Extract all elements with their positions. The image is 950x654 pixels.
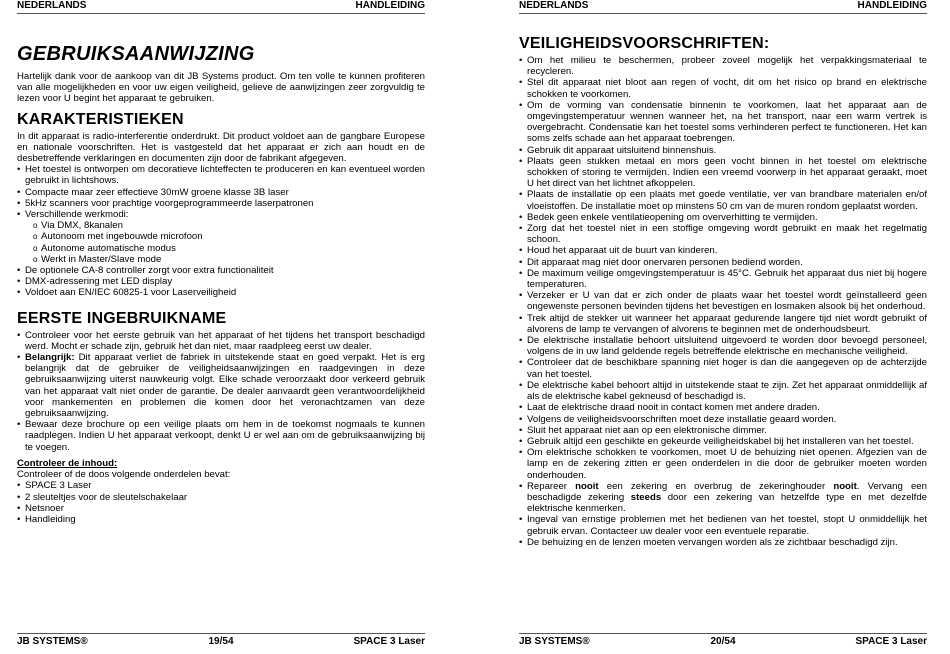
- first-use-list: [17, 330, 425, 453]
- list-item: • Sluit het apparaat niet aan op een elektronische dimmer.: [519, 425, 927, 436]
- features-intro: In dit apparaat is radio-interferentie onderdrukt. Dit product voldoet aan de gangbare Europese en nationale voorschriften. Het is vastgesteld dat het apparaat er zich aan houdt en de desbetreffende verklaringen en documenten zijn door de fabrikant afgegeven.: [17, 130, 425, 165]
- important-text: Dit apparaat verliet de fabriek in uitstekende staat en goed verpakt. Het is erg belangrijk dat de gebruiker de veiligheidsaanwijzingen en raadgevingen in deze gebruiksaanwijzing uiterst nauwkeurig volgt. Elke schade veroorzaakt door verkeerd gebruik van het apparaat valt niet onder de garantie. De dealer aanvaardt geen verantwoordelijkheid voor mankementen en problemen die komen door het veronachtzamen van deze gebruiksaanwijzing.: [25, 352, 425, 420]
- fuse-emphasis: steeds: [630, 491, 662, 503]
- mode-item: o Via DMX, 8kanalen: [17, 220, 425, 231]
- footer-product: SPACE 3 Laser: [353, 636, 425, 647]
- list-item: • De optionele CA-8 controller zorgt voor extra functionaliteit: [17, 265, 425, 276]
- list-item: • De maximum veilige omgevingstemperatuur is 45°C. Gebruik het apparaat dus niet bij hogere temperaturen.: [519, 268, 927, 290]
- list-item: • Handleiding: [17, 514, 425, 525]
- page-footer: [519, 633, 927, 648]
- list-item: • Verschillende werkmodi:: [17, 209, 425, 220]
- list-item: • 5kHz scanners voor prachtige voorgeprogrammeerde laserpatronen: [17, 198, 425, 209]
- header-section: HANDLEIDING: [857, 0, 927, 11]
- fuse-text: een zekering en overbrug de zekeringhouder: [598, 480, 834, 492]
- list-item: • Volgens de veiligheidsvoorschriften moet deze installatie geaard worden.: [519, 414, 927, 425]
- page-footer: [17, 633, 425, 648]
- list-item: • Houd het apparaat uit de buurt van kinderen.: [519, 245, 927, 256]
- list-item: • Voldoet aan EN/IEC 60825-1 voor Laserveiligheid: [17, 287, 425, 298]
- first-use-heading: EERSTE INGEBRUIKNAME: [17, 309, 227, 327]
- list-item: • Ingeval van ernstige problemen met het bedienen van het toestel, stopt U onmiddellijk het gebruik ervan. Contacteer uw dealer voor een eventuele reparatie.: [519, 514, 927, 536]
- page-body: [17, 42, 425, 525]
- list-item: • Om elektrische schokken te voorkomen, moet U de behuizing niet openen. Afgezien van de lamp en de zekering zitten er geen onderdelen in die door de gebruiker moeten worden onderhouden.: [519, 447, 927, 481]
- page-title: GEBRUIKSAANWIJZING: [17, 43, 255, 65]
- list-item: • Stel dit apparaat niet bloot aan regen of vocht, dit om het risico op brand en elektrische schokken te voorkomen.: [519, 77, 927, 99]
- safety-list: [519, 55, 927, 481]
- list-item: • DMX-adressering met LED display: [17, 276, 425, 287]
- list-item: • Plaats de installatie op een plaats met goede ventilatie, ver van brandbare materialen en/of vloeistoffen. De installatie moet op minstens 50 cm van de muren rondom geplaatst worden.: [519, 189, 927, 211]
- list-item: • Netsnoer: [17, 503, 425, 514]
- list-item: [17, 352, 425, 419]
- list-item: • Zorg dat het toestel niet in een stoffige omgeving wordt gebruikt en maak het regelmatig schoon.: [519, 223, 927, 245]
- list-item: • Controleer voor het eerste gebruik van het apparaat of het tijdens het transport beschadigd werd. Mocht er schade zijn, gebruik het dan niet, maar raadpleeg eerst uw dealer.: [17, 330, 425, 352]
- page-number: 19/54: [208, 636, 234, 647]
- footer-brand: JB SYSTEMS®: [17, 636, 88, 647]
- features-heading: KARAKTERISTIEKEN: [17, 110, 184, 128]
- list-item: • Controleer dat de beschikbare spanning niet hoger is dan die aangegeven op de achterzijde van het toestel.: [519, 357, 927, 379]
- safety-list-fuse: [519, 481, 927, 515]
- page-header: [519, 0, 927, 14]
- footer-brand: JB SYSTEMS®: [519, 636, 590, 647]
- fuse-text: . Vervang een beschadigde zekering: [527, 480, 927, 503]
- list-item: • Gebruik altijd een geschikte en gekeurde veiligheidskabel bij het installeren van het toestel.: [519, 436, 927, 447]
- list-item: • Gebruik dit apparaat uitsluitend binnenshuis.: [519, 145, 927, 156]
- features-list: [17, 164, 425, 298]
- footer-product: SPACE 3 Laser: [855, 636, 927, 647]
- contents-heading: Controleer de inhoud:: [17, 457, 118, 469]
- list-item: • Het toestel is ontworpen om decoratieve lichteffecten te produceren en kan eventueel worden gebruikt in lichtshows.: [17, 164, 425, 186]
- intro-paragraph: Hartelijk dank voor de aankoop van dit JB Systems product. Om ten volle te kunnen profiteren van alle mogelijkheden en voor uw eigen veiligheid, gelieve de aanwijzingen zeer zorgvuldig te lezen voor U begint het apparaat te gebruiken.: [17, 71, 425, 105]
- list-item: [519, 481, 927, 515]
- list-item: • De elektrische installatie behoort uitsluitend uitgevoerd te worden door bevoegd personeel, volgens de in uw land geldende regels betreffende elektrische en mechanische veiligheid.: [519, 335, 927, 357]
- header-section: HANDLEIDING: [355, 0, 425, 11]
- header-language: NEDERLANDS: [17, 0, 87, 11]
- list-item: • Bedek geen enkele ventilatieopening om oververhitting te vermijden.: [519, 212, 927, 223]
- page-body: [519, 34, 927, 548]
- list-item: • Trek altijd de stekker uit wanneer het apparaat gedurende langere tijd niet wordt gebruikt of alvorens de lamp te vervangen of alvorens te beginnen met de onderhoudsbeurt.: [519, 313, 927, 335]
- fuse-emphasis: nooit: [833, 480, 857, 492]
- header-language: NEDERLANDS: [519, 0, 589, 11]
- list-item: • Bewaar deze brochure op een veilige plaats om hem in de toekomst nogmaals te kunnen raadplegen. Indien U het apparaat verkoopt, denkt U er wel aan om de gebruiksaanwijzing bij te voegen.: [17, 419, 425, 453]
- list-item: • Laat de elektrische draad nooit in contact komen met andere draden.: [519, 402, 927, 413]
- list-item: • Om de vorming van condensatie binnenin te voorkomen, laat het apparaat aan de omgevingstemperatuur wennen wanneer het, na het transport, naar een warm vertrek is overgebracht. Condensatie kan het toestel soms verhinderen perfect te functioneren. Het kan soms zelfs schade aan het apparaat toebrengen.: [519, 100, 927, 145]
- contents-list: [17, 480, 425, 525]
- fuse-text: door een zekering van hetzelfde type en met dezelfde elektrische kenmerken.: [527, 491, 927, 515]
- fuse-text: Repareer: [527, 480, 576, 492]
- page-number: 20/54: [710, 636, 736, 647]
- fuse-emphasis: nooit: [575, 480, 599, 492]
- safety-list: [519, 514, 927, 548]
- left-page: [17, 0, 425, 654]
- list-item: • De elektrische kabel behoort altijd in uitstekende staat te zijn. Zet het apparaat onmiddellijk af als de elektrische kabel gekneusd of beschadigd is.: [519, 380, 927, 402]
- list-item: • Om het milieu te beschermen, probeer zoveel mogelijk het verpakkingsmateriaal te recycleren.: [519, 55, 927, 77]
- list-item: • Verzeker er U van dat er zich onder de plaats waar het toestel wordt geïnstalleerd geen ongewenste personen bevinden tijdens het bevestigen en losmaken alsook bij het onderhoud.: [519, 290, 927, 312]
- list-item: • Compacte maar zeer effectieve 30mW groene klasse 3B laser: [17, 187, 425, 198]
- list-item: • 2 sleuteltjes voor de sleutelschakelaar: [17, 492, 425, 503]
- mode-item: o Autonome automatische modus: [17, 243, 425, 254]
- list-item: • De behuizing en de lenzen moeten vervangen worden als ze zichtbaar beschadigd zijn.: [519, 537, 927, 548]
- safety-heading: VEILIGHEIDSVOORSCHRIFTEN:: [519, 35, 770, 52]
- mode-item: o Werkt in Master/Slave mode: [17, 254, 425, 265]
- right-page: [519, 0, 927, 654]
- page-header: [17, 0, 425, 14]
- list-item: • SPACE 3 Laser: [17, 480, 425, 491]
- mode-item: o Autonoom met ingebouwde microfoon: [17, 231, 425, 242]
- list-item: • Dit apparaat mag niet door onervaren personen bediend worden.: [519, 257, 927, 268]
- list-item: • Plaats geen stukken metaal en mors geen vocht binnen in het toestel om elektrische schokken of storing te vermijden. Indien een vreemd voorwerp in het apparaat geraakt, moet U het direct van het lichtnet afkoppelen.: [519, 156, 927, 190]
- contents-intro: Controleer of de doos volgende onderdelen bevat:: [17, 469, 231, 481]
- important-label: Belangrijk:: [25, 352, 75, 364]
